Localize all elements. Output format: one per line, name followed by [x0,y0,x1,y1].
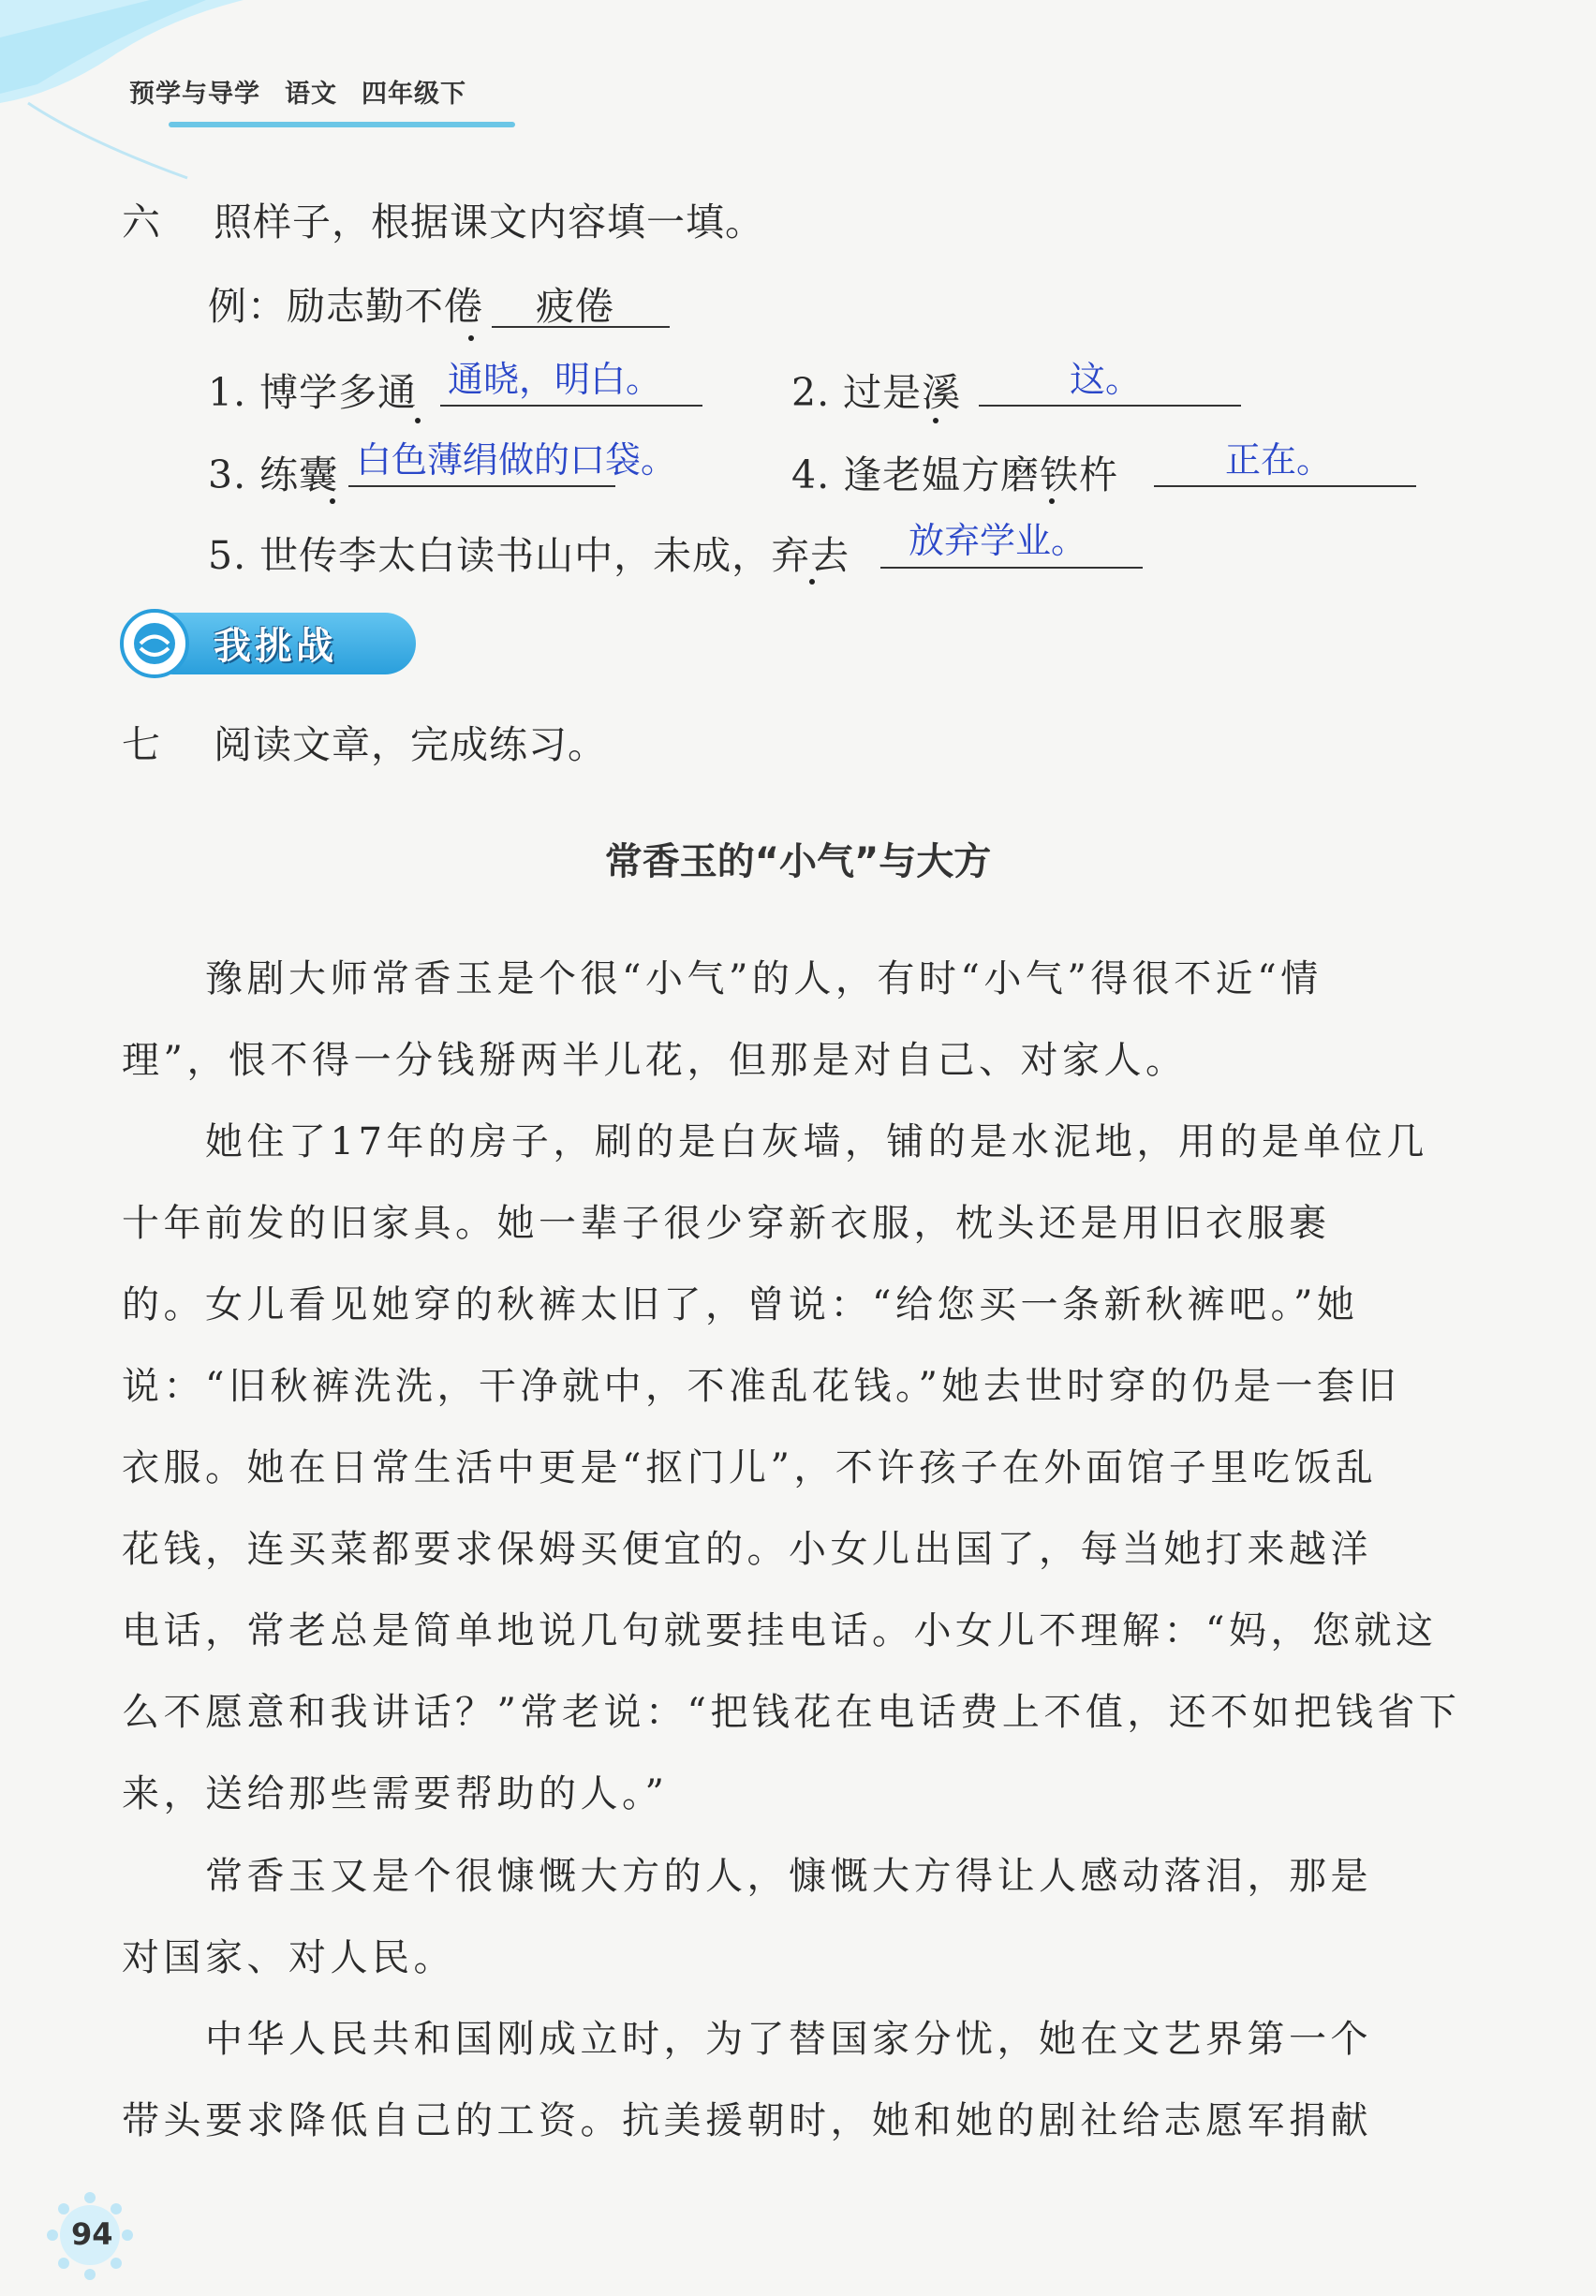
item-3-label: 3. 练囊 [208,452,339,497]
banner-icon [120,609,189,678]
page-number-badge [34,2188,146,2282]
text-line: 对国家、对人民。 [122,1936,455,1979]
text-line: 中华人民共和国刚成立时，为了替国家分忧，她在文艺界第一个 [122,2018,1372,2061]
emphasis-dot [330,498,335,504]
text-line: 豫剧大师常香玉是个很“小气”的人，有时“小气”得很不近“情 [122,957,1323,1000]
series-title: 预学与导学 [129,80,260,109]
text-line: 的。女儿看见她穿的秋裤太旧了，曾说：“给您买一条新秋裤吧。”她 [122,1283,1359,1326]
running-header [129,73,491,110]
text-line: 么不愿意和我讲话？”常老说：“把钱花在电话费上不值，还不如把钱省下 [122,1691,1461,1734]
challenge-banner [120,609,416,678]
paragraph [122,939,1433,1102]
example-answer: 疲倦 [536,284,614,329]
text-line: 带头要求降低自己的工资。抗美援朝时，她和她的剧社给志愿军捐献 [122,2099,1372,2142]
grade-label: 四年级下 [362,80,466,109]
item-5-blank [880,567,1143,569]
item-5-label: 5. 世传李太白读书山中，未成，弃去 [208,533,850,578]
section-number: 七 [122,722,160,767]
item-4-label: 4. 逢老媪方磨铁杵 [791,452,1119,497]
item-1-label: 1. 博学多通 [208,370,418,415]
example-prefix: 例： [208,284,287,329]
section-instruction: 阅读文章，完成练习。 [214,722,607,767]
article-title: 常香玉的“小气”与大方 [604,840,992,883]
emphasis-dot [468,335,474,341]
text-line: 说：“旧秋裤洗洗，干净就中，不准乱花钱。”她去世时穿的仍是一套旧 [122,1365,1400,1408]
text-line: 十年前发的旧家具。她一辈子很少穿新衣服，枕头还是用旧衣服裹 [122,1202,1331,1245]
emphasis-dot [1049,498,1055,504]
item-1-answer[interactable]: 通晓，明白。 [448,359,662,400]
subject-label: 语文 [285,80,337,109]
paragraph [122,1836,1433,1999]
text-line: 来，送给那些需要帮助的人。” [122,1772,669,1815]
text-line: 衣服。她在日常生活中更是“抠门儿”，不许孩子在外面馆子里吃饭乱 [122,1446,1378,1489]
item-3-blank [348,485,615,487]
item-5-answer[interactable]: 放弃学业。 [909,520,1087,561]
section-number: 六 [122,200,160,244]
text-line: 花钱，连买菜都要求保姆买便宜的。小女儿出国了，每当她打来越洋 [122,1528,1372,1571]
emphasis-dot [809,579,815,585]
text-line: 她住了17年的房子，刷的是白灰墙，铺的是水泥地，用的是单位几 [122,1120,1428,1163]
text-line: 理”，恨不得一分钱掰两半儿花，但那是对自己、对家人。 [122,1039,1188,1082]
item-4-blank [1154,485,1416,487]
item-4-answer[interactable]: 正在。 [1225,439,1333,481]
item-2-answer[interactable]: 这。 [1070,359,1142,400]
item-3-answer[interactable]: 白色薄绢做的口袋。 [356,439,677,481]
emphasis-dot [933,418,938,423]
item-1-blank [440,405,702,407]
ball-icon [124,613,185,674]
header-rule [169,122,515,127]
paragraph [122,1999,1433,2162]
section-instruction: 照样子，根据课文内容填一填。 [214,200,764,244]
page-number: 94 [71,2216,113,2252]
text-line: 常香玉又是个很慷慨大方的人，慷慨大方得让人感动落泪，那是 [122,1855,1372,1898]
example-text: 励志勤不倦 [287,284,483,329]
item-2-label: 2. 过是溪 [791,370,962,415]
item-2-blank [979,405,1241,407]
emphasis-dot [415,418,421,423]
text-line: 电话，常老总是简单地说几句就要挂电话。小女儿不理解：“妈，您就这 [122,1609,1438,1652]
banner-label: 我挑战 [214,625,337,668]
example-line [208,275,483,331]
paragraph [122,1102,1461,1835]
